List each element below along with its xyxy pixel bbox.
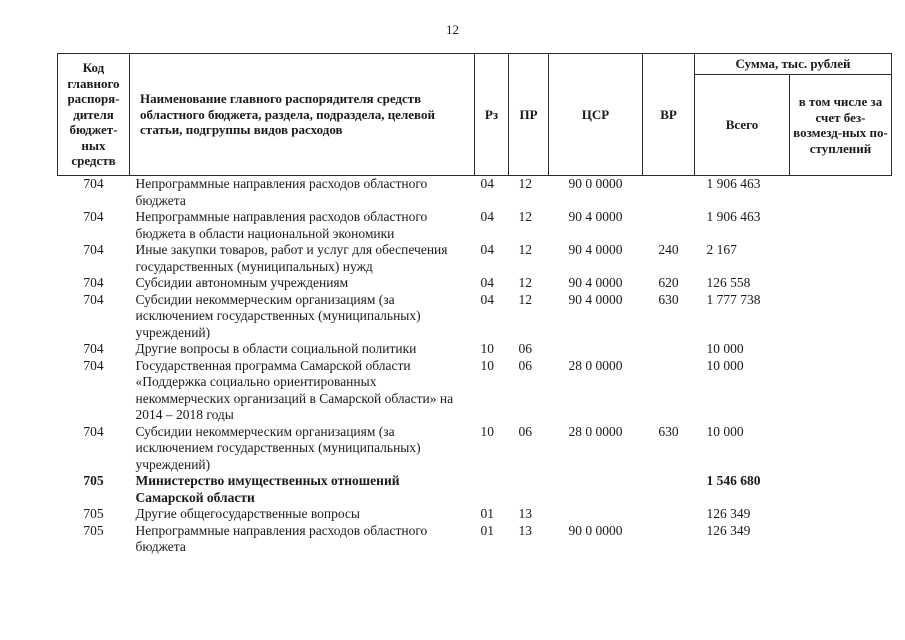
row-code: 704 (83, 291, 104, 307)
row-code: 705 (83, 522, 104, 538)
row-free (790, 275, 892, 292)
row-rz: 04 (480, 176, 494, 191)
row-rz: 04 (480, 275, 494, 290)
row-name: Иные закупки товаров, работ и услуг для обеспечения государственных (муниципальных) нужд (135, 242, 448, 274)
row-code: 704 (83, 357, 104, 373)
row-code: 704 (83, 341, 104, 356)
row-vr (643, 209, 695, 242)
row-pr: 12 (518, 209, 532, 224)
row-free (790, 242, 892, 275)
header-code: Код главного распоря-дителя бюджет-ных средств (58, 54, 130, 176)
row-name: Другие общегосударственные вопросы (135, 506, 360, 521)
row-rz: 10 (480, 357, 494, 373)
row-pr: 13 (518, 506, 532, 521)
header-vr: ВР (643, 54, 695, 176)
row-name: Непрограммные направления расходов областного бюджета (135, 176, 428, 208)
row-free (790, 209, 892, 242)
row-rz: 04 (480, 242, 494, 257)
row-vr (643, 523, 695, 556)
row-vr (643, 358, 695, 424)
row-rz: 04 (480, 291, 494, 307)
row-pr (509, 473, 549, 506)
row-pr: 12 (518, 275, 532, 290)
row-vr: 630 (658, 291, 679, 307)
row-pr: 06 (518, 423, 532, 439)
row-name: Субсидии некоммерческим организациям (за исключением государственных (муниципальных) учреждений) (135, 423, 421, 472)
row-pr: 13 (518, 522, 532, 538)
row-rz: 04 (480, 209, 494, 224)
row-pr: 06 (518, 357, 532, 373)
table-row (58, 341, 892, 358)
header-name: Наименование главного распорядителя средств областного бюджета, раздела, подраздела, целевой статьи, подгруппы видов расходов (130, 54, 475, 176)
row-vr: 630 (658, 423, 679, 439)
row-code: 705 (83, 506, 104, 521)
row-free (790, 424, 892, 474)
row-vr (643, 176, 695, 210)
row-rz (475, 473, 509, 506)
table-row (58, 209, 892, 242)
row-free (790, 506, 892, 523)
row-name: Другие вопросы в области социальной политики (135, 341, 417, 356)
row-csr: 90 4 0000 (568, 275, 623, 290)
row-code: 704 (83, 242, 104, 257)
row-total: 126 349 (706, 522, 751, 538)
row-csr (549, 341, 643, 358)
table-body (58, 176, 892, 556)
table-row (58, 358, 892, 424)
row-rz: 01 (480, 506, 494, 521)
row-csr: 28 0 0000 (568, 423, 623, 439)
row-rz: 10 (480, 341, 494, 356)
table-row (58, 473, 892, 506)
header-total: Всего (695, 75, 790, 176)
row-total: 1 777 738 (706, 291, 761, 307)
row-total: 2 167 (706, 242, 737, 257)
row-vr: 240 (658, 242, 679, 257)
table-row (58, 523, 892, 556)
row-csr: 28 0 0000 (568, 357, 623, 373)
row-total: 126 558 (706, 275, 751, 290)
row-code: 704 (83, 275, 104, 290)
header-pr: ПР (509, 54, 549, 176)
page-number: 12 (446, 22, 459, 37)
row-rz: 01 (480, 522, 494, 538)
header-free: в том числе за счет без-возмезд-ных по-ступлений (790, 75, 892, 176)
row-total: 1 906 463 (706, 209, 761, 224)
row-total: 10 000 (706, 423, 744, 439)
row-total: 1 546 680 (706, 473, 761, 488)
row-code: 704 (83, 209, 104, 224)
row-code: 704 (83, 176, 104, 191)
table-row (58, 242, 892, 275)
row-total: 1 906 463 (706, 176, 761, 191)
row-csr: 90 4 0000 (568, 242, 623, 257)
row-csr (549, 506, 643, 523)
row-csr: 90 4 0000 (568, 209, 623, 224)
header-sum: Сумма, тыс. рублей (695, 54, 892, 75)
table-row (58, 275, 892, 292)
header-rz: Рз (475, 54, 509, 176)
row-csr: 90 0 0000 (568, 176, 623, 191)
row-free (790, 176, 892, 210)
row-free (790, 473, 892, 506)
row-name: Государственная программа Самарской области «Поддержка социально ориентированных некоммерческих организаций в Самарской области» на 2014 – 2018 годы (135, 357, 454, 422)
row-pr: 12 (518, 291, 532, 307)
row-free (790, 523, 892, 556)
row-total: 10 000 (706, 357, 744, 373)
row-vr (643, 473, 695, 506)
table-row (58, 292, 892, 342)
table-row (58, 506, 892, 523)
row-name: Министерство имущественных отношений Самарской области (135, 473, 400, 505)
row-pr: 06 (518, 341, 532, 356)
row-total: 126 349 (706, 506, 751, 521)
row-vr: 620 (658, 275, 679, 290)
row-free (790, 292, 892, 342)
table-row (58, 424, 892, 474)
table-row (58, 176, 892, 210)
row-name: Субсидии некоммерческим организациям (за исключением государственных (муниципальных) учреждений) (135, 291, 421, 340)
row-free (790, 341, 892, 358)
row-rz: 10 (480, 423, 494, 439)
row-pr: 12 (518, 242, 532, 257)
row-pr: 12 (518, 176, 532, 191)
row-name: Непрограммные направления расходов областного бюджета (135, 522, 428, 554)
row-csr (549, 473, 643, 506)
header-csr: ЦСР (549, 54, 643, 176)
budget-table (57, 53, 892, 556)
row-name: Субсидии автономным учреждениям (135, 275, 349, 290)
row-vr (643, 341, 695, 358)
row-code: 705 (83, 473, 104, 488)
row-vr (643, 506, 695, 523)
row-csr: 90 0 0000 (568, 522, 623, 538)
row-code: 704 (83, 423, 104, 439)
row-csr: 90 4 0000 (568, 291, 623, 307)
table-header (58, 54, 892, 176)
row-name: Непрограммные направления расходов областного бюджета в области национальной экономики (135, 209, 428, 241)
row-total: 10 000 (706, 341, 744, 356)
row-free (790, 358, 892, 424)
